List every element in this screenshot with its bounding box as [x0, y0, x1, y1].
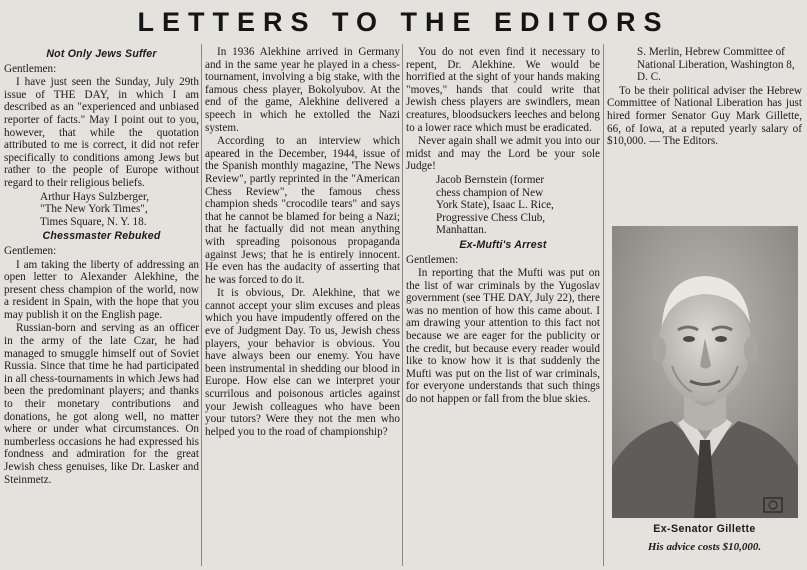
signature-line: Jacob Bernstein (former [436, 173, 545, 186]
signature-line: York State), Isaac L. Rice, [436, 199, 554, 212]
letter2-signature [406, 174, 600, 237]
letter1-headline: Not Only Jews Suffer [46, 48, 157, 60]
caption-subtitle: His advice costs $10,000. [647, 541, 762, 553]
letter3-paragraph: In reporting that the Mufti was put on the list of war criminals by the Yugoslav government (see THE DAY, July 22), there was no mention of how this came about. I am drawing your attention to this fact not because we are eager for the publicity or the credit, but because every reader would like to know how it is that suddenly the Mufti was put on the list of war criminals, for everyone understands that such things do not happen or fall from the blue skies. [406, 267, 600, 406]
letter1-greeting: Gentlemen: [4, 62, 57, 75]
column-rule [603, 44, 604, 566]
letter2-greeting: Gentlemen: [4, 244, 57, 257]
letter2-paragraph: Never again shall we admit you into our midst and may the Lord be your sole Judge! [406, 135, 600, 173]
letter2-paragraph: In 1936 Alekhine arrived in Germany and in the same year he played in a chess-tournament, involving a big stake, with the famous chess player, Bokolyubov. At the end of the game, Alekhine delivered a speech in which he extolled the Nazi system. [205, 46, 400, 134]
signature-line: Times Square, N. Y. 18. [40, 215, 147, 228]
column-rule [402, 44, 403, 566]
column-3 [406, 46, 600, 566]
editors-note: To be their political adviser the Hebrew Committee of National Liberation has just hired former Senator Guy Mark Gillette, 66, of Iowa, at a reputed yearly salary of $10,000. — The Editors. [607, 84, 802, 148]
letter2-paragraph: Russian-born and serving as an officer in the army of the late Czar, he had managed to smuggle himself out of Soviet Russia. Since that time he had participated in all chess-tournaments in which Jews had been the predominant players; and thanks to their monetary contributions and donations, he got along well, no matter where or under what circumstances. On numberless occasions he had expressed his fondness and admiration for the great Jewish chess genuises, like Dr. Lasker and Steinmetz. [4, 322, 199, 486]
column-2 [205, 46, 400, 566]
column-1 [4, 46, 199, 566]
letter2-paragraph: It is obvious, Dr. Alekhine, that we cannot accept your slim excuses and pleas which you have impudently offered on the eve of Judgment Day. To us, Jewish chess players, your behavior is obvious. You have always been our enemy. You have been instrumental in shedding our blood in Europe. How else can we interpret your scurrilous and poisonous articles against your Jewish colleagues who have been your tutors? Were they not the men who helped you to the road of championship? [205, 287, 400, 438]
portrait-photo [612, 226, 798, 518]
letter3-greeting: Gentlemen: [406, 253, 459, 266]
signature-line: Manhattan. [436, 224, 487, 237]
letter2-paragraph: You do not even find it necessary to repent, Dr. Alekhine. We would be horrified at the sight of your hands making "moves," hands that could write that Jewish chess players are swindlers, mean creatures, bloodsuckers leeches and belong to a lower race which must be eradicated. [406, 46, 600, 134]
caption-name: Ex-Senator Gillette [653, 523, 756, 535]
signature-line: Progressive Chess Club, [436, 211, 546, 224]
letter1-signature [4, 191, 199, 229]
portrait-illustration [612, 226, 798, 518]
letter2-headline: Chessmaster Rebuked [42, 230, 161, 243]
signature-line: "The New York Times", [40, 203, 148, 216]
signature-line: chess champion of New [436, 186, 544, 199]
letter3-signature: S. Merlin, Hebrew Committee of National Liberation, Washington 8, D. C. [637, 46, 795, 84]
letter1-paragraph: I have just seen the Sunday, July 29th issue of THE DAY, in which I am described as an "experienced and unbiased reporter of facts." May I point out to you, however, that while the quotation attributed to me is correct, it did not refer specifically to conditions among Jews but rather to the people of Europe without regard to their religious beliefs. [4, 76, 199, 189]
masthead: LETTERS TO THE EDITORS [137, 7, 670, 37]
photo-caption [607, 522, 802, 554]
signature-line: Arthur Hays Sulzberger, [40, 190, 150, 203]
column-rule [201, 44, 202, 566]
letter3-headline: Ex-Mufti's Arrest [459, 238, 547, 251]
letter2-paragraph: According to an interview which apeared in the December, 1944, issue of the Spanish monthly magazine, 'The News Review", partly reprinted in the "American Chess Review", the famous chess champion sheds "crocodile tears" and says that he cannot be blamed for being a Nazi; that he factually did not mean anything with spreading poisonous propaganda against Jews; that he is entirely innocent. He even has the audacity of asserting that he was forced to do it. [205, 135, 400, 286]
letter2-paragraph: I am taking the liberty of addressing an open letter to Alexander Alekhine, the present chess champion of the world, now a resident in Spain, with the hope that you may publish it on the English page. [4, 258, 199, 321]
